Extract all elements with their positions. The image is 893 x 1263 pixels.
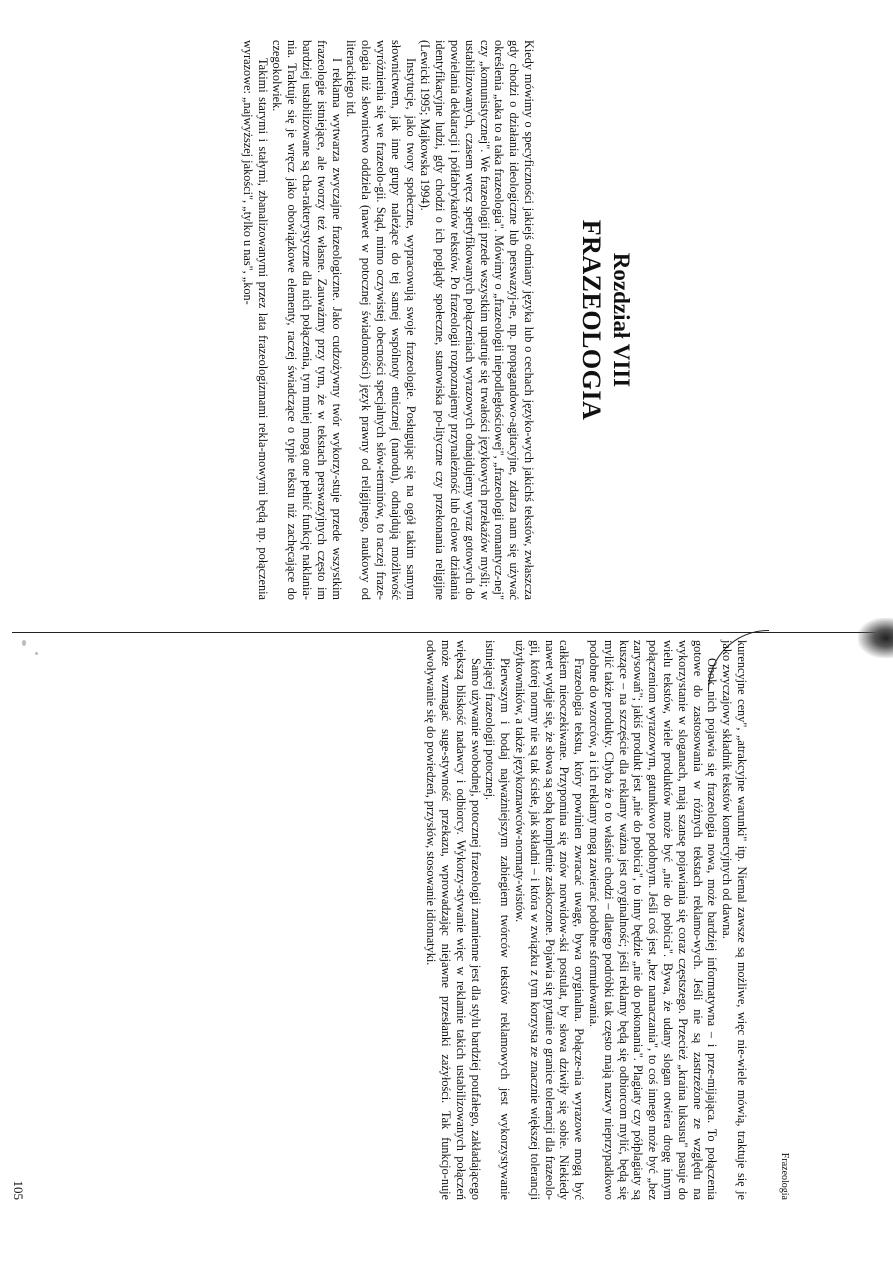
chapter-number: Rozdział VIII	[609, 252, 634, 388]
left-page	[0, 40, 640, 600]
paragraph: Samo używanie swobodnej, potocznej frazeologii znamienne jest dla stylu bardziej poufałego, zakładającego większą bliskość nadawcy i odbiorcy. Wykorzy-stywanie więc w reklamie takich ustabilizowanych połączeń może wzmagać suge-stywność przekazu, wprowadzając niejawne przesłanki zażyłości. Tak funkcjo-nuje odwoływanie się do powiedzeń, przysłów, stosowanie idiomatyki.	[424, 640, 483, 1200]
binding-shadow	[858, 618, 893, 658]
right-page	[10, 640, 790, 1200]
chapter-title: FRAZEOLOGIA	[577, 219, 606, 421]
running-head: Frazeologia	[779, 1152, 790, 1200]
paragraph: Frazeologia tekstu, który powinien zwracać uwagę, bywa oryginalna. Połącze-nia wyrazowe mogą być całkiem nieoczekiwane. Przypomina się znów norwidow-ski postulat, by słowa dziwiły się sobie. Niekiedy nawet wydaje się, że słowa są sobą kompletnie zaskoczone. Pojawia się pytanie o granice tolerancji dla frazeolo-gii, której normy nie są tak ścisłe, jak składni – i która w związku z tym korzysta ze znacznie większej tolerancji użytkowników, a także językoznawców-normaty-wistów.	[513, 640, 587, 1200]
paragraph: Pierwszym i bodaj najważniejszym zabiegiem twórców tekstów reklamowych jest wykorzystywanie istniejącej frazeologii potocznej.	[483, 640, 513, 1200]
paragraph: Kiedy mówimy o specyficzności jakiejś odmiany języka lub o cechach języko-wych jakichś tekstów, zwłaszcza gdy chodzi o działania ideologiczne lub perswazyj-ne, np. propagandowo-agitacyjne, zdarza nam się używać określenia „taka to a taka frazeologia". Mówimy o „frazeologii niepodległościowej", „frazeologii romantycz-nej" czy „komunistycznej". We frazeologii przede wszystkim upatruje się trwałości językowych przekaźów myśli; w ustabilizowanych, czasem wręcz spetryfikowanych połączeniach wyrazowych odnajdujemy wyraz gotowych do powielania deklaracji i półfabrykatów tekstów. Po frazeologii rozpoznajemy przynależność lub celowe działania identyfikacyjne ludzi, gdy chodzi o ich poglądy społeczne, stanowiska po-lityczne czy przekonania religijne (Lewicki 1995; Majkowska 1994).	[418, 40, 536, 600]
paragraph: I reklama wytwarza zwyczajne frazeologiczne. Jako cudzożywny twór wykorzy-stuje przede wszystkim frazeologie istniejące, ale tworzy też własne. Zauważmy przy tym, że w tekstach perswazyjnych często im bardziej ustabilizowane są cha-rakterystyczne dla nich połączenia, tym mniej mogą one pełnić funkcję naklania-nia. Traktuje się je wręcz jako obowiązkowe elementy, raczej świadczące o typie tekstu niż zachęcające do czegokolwiek.	[270, 40, 344, 600]
page-number: 105	[11, 1180, 26, 1200]
paragraph: Obok nich pojawia się frazeologia nowa, może bardziej informatywna – i prze-mijająca. To połączenia gotowe do zastosowania w różnych tekstach reklamo-wych. Jeśli nie są zastrzeżone ze względu na wykorzystanie w sloganach, mają szansę pojawiania się coraz częstszego. Przecież „kraina luksusu" pasuje do wielu tekstów, wiele produktów może być „nie do pobicia". Bywa, że udany slogan otwiera drogę innym połączeniom wyrazowym, gatunkowo podobnym. Jeśli coś jest „bez namaczania", to coś innego może być „bez zarysowań"; jakiś produkt jest „nie do pobicia", to inny będzie „nie do pokonania". Plagiaty czy półplagiaty są kuszące – na szczęście dla reklamy ważna jest oryginalność; jeśli reklamy będą się odbiorcom mylić, będą się mylić także produkty. Chyba że o to właśnie chodzi – dlatego podróbki tak często mają nazwy nieprzypadkowo podobne do wzorców, a i ich reklamy mogą zawierać podobne sformułowania.	[587, 640, 720, 1200]
paragraph: kurencyjne ceny", „atrakcyjne warunki" itp. Niemal zawsze są możliwe, więc nie-wiele mówią, traktuje się je jako zwyczajowy składnik tekstów komercyjnych od dawna.	[720, 640, 749, 1200]
paragraph: Takimi starymi i stałymi, zbanalizowanymi przez lata frazeologizmami rekla-mowymi będą np. połączenia wyrazowe: „najwyższej jakości", „tylko u nas", „kon-	[240, 40, 270, 600]
paragraph: Instytucje, jako twory społeczne, wypracowują swoje frazeologie. Posługując się na ogół takim samym słownictwem, jak inne grupy należące do tej samej wspólnoty etnicznej (narodu), odnajdują możliwość wyróżnienia się we frazeolo-gii. Stąd, mimo oczywistej obecności specjalnych słów-terminów, to raczej fraze-ologia niż słownictwo oddziela (nawet w potocznej świadomości) język prawny od religijnego, naukowy od literackiego itd.	[344, 40, 418, 600]
